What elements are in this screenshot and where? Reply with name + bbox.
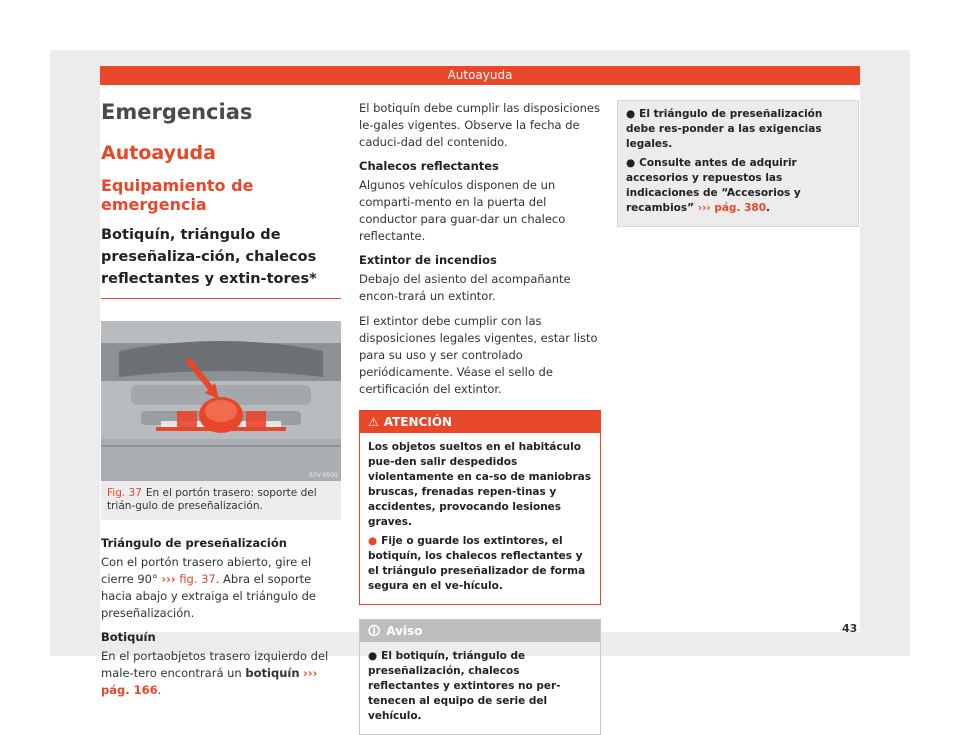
kit-heading: Botiquín bbox=[101, 630, 156, 644]
continued-note-box bbox=[617, 100, 859, 227]
warning-text: Los objetos sueltos en el habitáculo pue-den salir despedidos violentamente en ca-so de maniobras bruscas, frenadas repen-tinas y accidentes, provocando lesiones graves. bbox=[368, 441, 591, 528]
column-2 bbox=[359, 100, 601, 735]
note-title: Aviso bbox=[386, 624, 423, 638]
figure-image bbox=[101, 321, 341, 481]
kit-paragraph bbox=[101, 648, 341, 699]
extinguisher-heading: Extintor de incendios bbox=[359, 253, 497, 267]
triangle-text-2: . Abra el soporte hacia abajo y extraiga el triángulo de preseñalización. bbox=[101, 572, 317, 620]
kit-end: . bbox=[157, 683, 162, 697]
warning-title: ATENCIÓN bbox=[383, 415, 453, 429]
kit-text: En el portaobjetos trasero izquierdo del male-tero encontrará un bbox=[101, 649, 329, 680]
vest-paragraph: Algunos vehículos disponen de un comparti-mento en la puerta del conductor para guar-dar un chaleco reflectante. bbox=[359, 178, 566, 243]
column-1 bbox=[101, 100, 341, 707]
subsection-title: Equipamiento de emergencia bbox=[101, 176, 254, 214]
triangle-paragraph bbox=[101, 554, 341, 622]
note-bullet-text: El triángulo de preseñalización debe res-ponder a las exigencias legales. bbox=[626, 108, 823, 150]
reference-arrows: ››› bbox=[303, 666, 318, 680]
tailgate-triangle-holder-illustration bbox=[101, 321, 341, 481]
note-bullet-text: Consulte antes de adquirir accesorios y repuestos las indicaciones de “Accesorios y recambios” bbox=[626, 157, 801, 214]
triangle-block bbox=[101, 536, 341, 699]
reference-arrows: ››› bbox=[697, 202, 711, 214]
figure-link[interactable]: fig. 37 bbox=[179, 572, 216, 586]
figure-caption bbox=[101, 481, 341, 520]
bullet-dot-icon: ● bbox=[626, 157, 636, 169]
figure-number: Fig. 37 bbox=[107, 487, 142, 499]
note-end: . bbox=[766, 202, 771, 214]
page-number: 43 bbox=[842, 622, 858, 635]
triangle-text-1: Con el portón trasero abierto, gire el cierre 90° bbox=[101, 555, 312, 586]
warning-triangle-icon: ⚠ bbox=[368, 415, 379, 429]
note-bullet bbox=[626, 156, 850, 216]
extinguisher-paragraph-2: El extintor debe cumplir con las disposiciones legales vigentes, estar listo para su uso y ser controlado periódicamente. Véase el sello de certificación del extintor. bbox=[359, 314, 598, 396]
reference-arrows: ››› bbox=[161, 572, 176, 586]
column-3 bbox=[617, 100, 859, 227]
section-title: Autoayuda bbox=[101, 142, 216, 164]
figure-code: B7V-0999 bbox=[308, 472, 338, 479]
note-box bbox=[359, 619, 601, 735]
note-bullet bbox=[368, 649, 592, 724]
extinguisher-paragraph-1: Debajo del asiento del acompañante encon-trará un extintor. bbox=[359, 272, 571, 303]
info-icon: 🛈 bbox=[368, 624, 381, 638]
warning-body bbox=[360, 433, 600, 604]
chapter-title: Emergencias bbox=[101, 100, 253, 124]
figure-37 bbox=[101, 321, 341, 520]
triangle-heading: Triángulo de preseñalización bbox=[101, 536, 287, 550]
warning-header bbox=[360, 411, 600, 433]
kit-requirements-paragraph: El botiquín debe cumplir las disposiciones le-gales vigentes. Observe la fecha de caduci-dad del contenido. bbox=[359, 101, 600, 149]
topic-title: Botiquín, triángulo de preseñaliza-ción, chalecos reflectantes y extin-tores* bbox=[101, 224, 341, 299]
note-bullet bbox=[626, 107, 850, 152]
warning-bullet bbox=[368, 534, 592, 594]
note-body bbox=[360, 642, 600, 734]
warning-box bbox=[359, 410, 601, 605]
bullet-dot-icon: ● bbox=[368, 650, 378, 662]
bullet-dot-icon: ● bbox=[368, 535, 378, 547]
note-bullet-text: El botiquín, triángulo de preseñalización, chalecos reflectantes y extintores no per-tenecen al equipo de serie del vehículo. bbox=[368, 650, 561, 722]
page-link[interactable]: pág. 166 bbox=[101, 683, 158, 697]
kit-bold: botiquín bbox=[245, 666, 300, 680]
running-header: Autoayuda bbox=[100, 66, 860, 85]
page-link[interactable]: pág. 380 bbox=[714, 202, 767, 214]
vest-heading: Chalecos reflectantes bbox=[359, 159, 499, 173]
bullet-dot-icon: ● bbox=[626, 108, 636, 120]
note-header bbox=[360, 620, 600, 642]
warning-bullet-text: Fije o guarde los extintores, el botiquín, los chalecos reflectantes y el triángulo preseñalizador de forma segura en el ve-hículo. bbox=[368, 535, 586, 592]
figure-caption-text: En el portón trasero: soporte del trián-gulo de preseñalización. bbox=[107, 487, 317, 512]
